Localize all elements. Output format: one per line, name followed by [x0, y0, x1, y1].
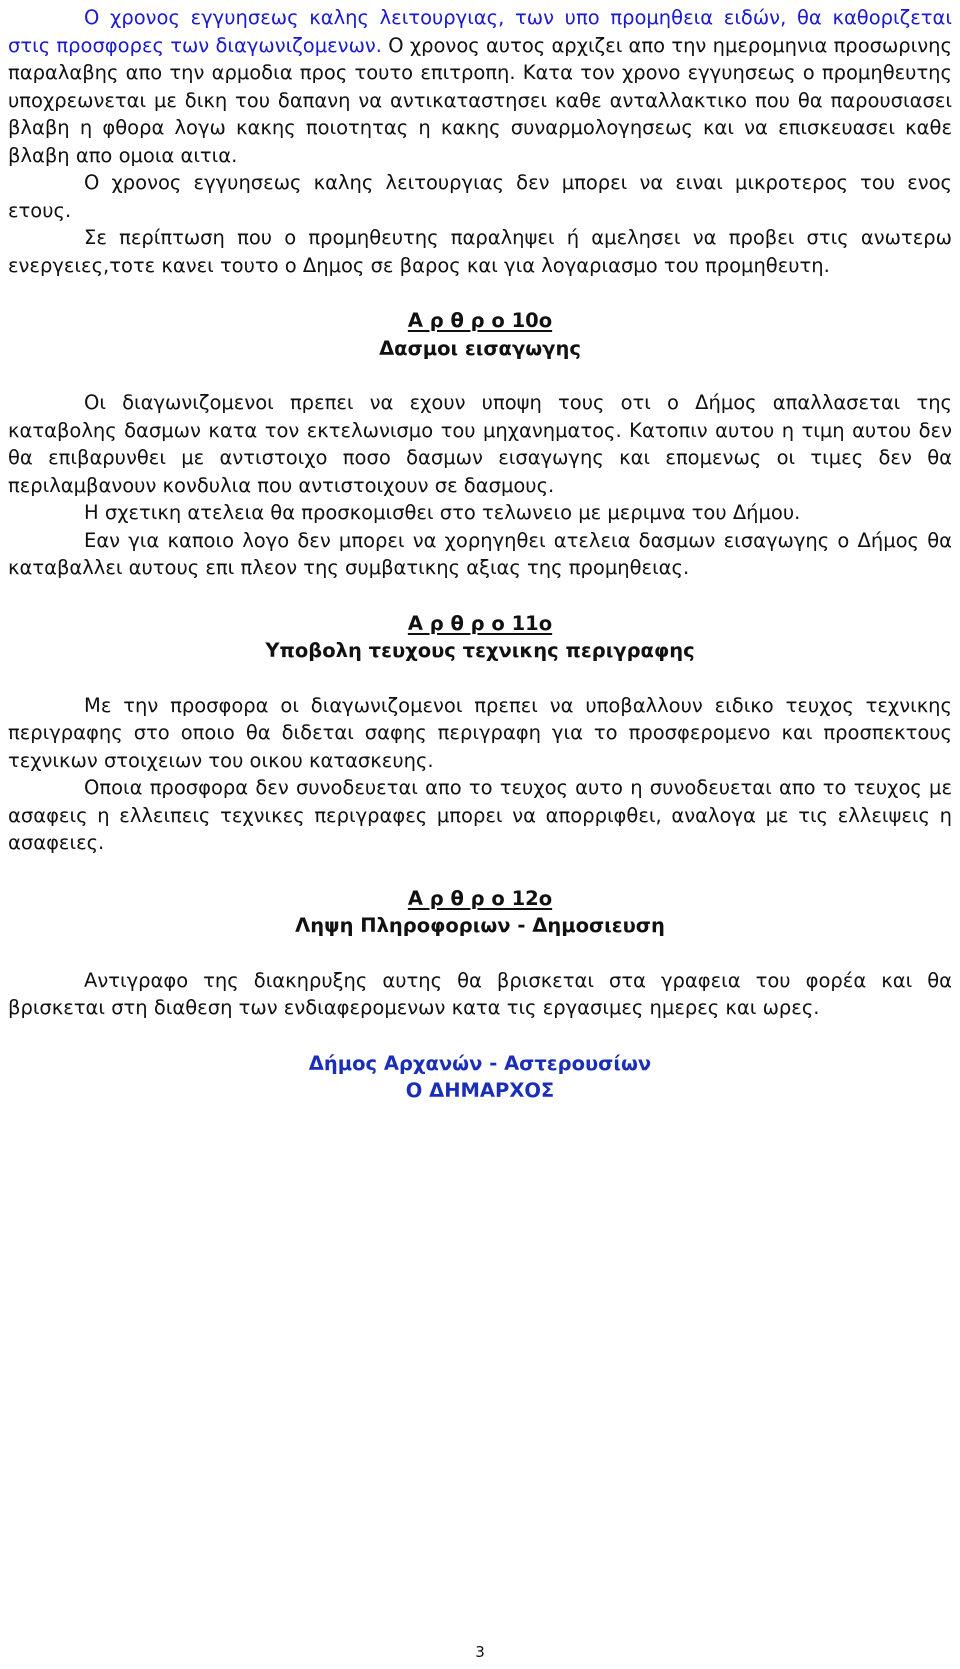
article-10-paragraph: Η σχετικη ατελεια θα προσκομισθει στο τελωνειο με μεριμνα του Δήμου.	[84, 501, 801, 524]
document-page	[8, 4, 952, 1105]
supplier-default-paragraph: Σε περίπτωση που ο προμηθευτης παραληψει ή αμελησει να προβει στις ανωτερω ενεργειες,τοτε κανει τουτο ο Δημος σε βαρος και για λογαριασμο του προμηθευτη.	[8, 226, 952, 277]
article-10-paragraph: Οι διαγωνιζομενοι πρεπει να εχουν υποψη τους οτι ο Δήμος απαλλασεται της καταβολης δασμων κατα τον εκτελωνισμο του μηχανηματος. Κατοπιν αυτου η τιμη αυτου δεν θα επιβαρυνθει με αντιστοιχο ποσο δασμων εισαγωγης και επομενως οι τιμες δεν θα περιλαμβανουν κονδυλια που αντιστοιχουν σε δασμους.	[8, 391, 952, 497]
article-10-paragraph: Εαν για καποιο λογο δεν μπορει να χορηγηθει ατελεια δασμων εισαγωγης ο Δήμος θα καταβαλλει αυτους επι πλεον της συμβατικης αξιας της προμηθειας.	[8, 528, 952, 579]
article-11-number: Α ρ θ ρ ο 11ο	[407, 611, 553, 635]
article-12-number: Α ρ θ ρ ο 12ο	[407, 886, 553, 910]
warranty-text: Ο χρονος αυτος αρχιζει απο την ημερομηνια προσωρινης παραλαβης απο την αρμοδια προς τουτο επιτροπη. Κατα τον χρονο εγγυησεως ο προμηθευτης υποχρεωνεται με δικη του δαπανη να αντικαταστησει καθε ανταλλακτικο που θα παρουσιασει βλαβη η φθορα λογω κακης ποιοτητας η κακης συναρμολογησεως και να επισκευασει καθε βλαβη απο ομοια αιτια.	[8, 33, 952, 167]
article-12-paragraph: Αντιγραφο της διακηρυξης αυτης θα βρισκεται στα γραφεια του φορέα και θα βρισκεται στη διαθεση των ενδιαφερομενων κατα τις εργασιμες ημερες και ωρες.	[8, 968, 952, 1019]
page-number: 3	[475, 1643, 485, 1661]
article-11-paragraph: Οποια προσφορα δεν συνοδευεται απο το τευχος αυτο η συνοδευεται απο το τευχος με ασαφεις η ελλειπεις τεχνικες περιγραφες μπορει να απορριφθει, αναλογα με τις ελλειψεις η ασαφειες.	[8, 776, 952, 854]
warranty-paragraph	[8, 4, 952, 169]
article-10-number: Α ρ θ ρ ο 10ο	[407, 309, 553, 332]
article-12-title: Ληψη Πληροφοριων - Δημοσιευση	[295, 914, 665, 937]
signature-mayor: Ο ΔΗΜΑΡΧΟΣ	[405, 1079, 555, 1102]
article-11-title: Υποβολη τευχους τεχνικης περιγραφης	[265, 639, 695, 662]
warranty-min-paragraph: Ο χρονος εγγυησεως καλης λειτουργιας δεν μπορει να ειναι μικροτερος του ενος ετους.	[8, 171, 952, 222]
article-10-title: Δασμοι εισαγωγης	[379, 336, 581, 360]
article-11-paragraph: Με την προσφορα οι διαγωνιζομενοι πρεπει να υποβαλλουν ειδικο τευχος τεχνικης περιγραφης στο οποιο θα διδεται σαφης περιγραφη για το προσφερομενο και προσπεκτους τεχνικων στοιχειων του οικου κατασκευης.	[8, 693, 952, 772]
warranty-highlight-text: Ο χρονος εγγυησεως καλης λειτουργιας, των υπο προμηθεια ειδών, θα καθοριζεται στις προσφορες των διαγωνιζομενων.	[8, 6, 952, 57]
signature-municipality: Δήμος Αρχανών - Αστερουσίων	[308, 1051, 652, 1075]
